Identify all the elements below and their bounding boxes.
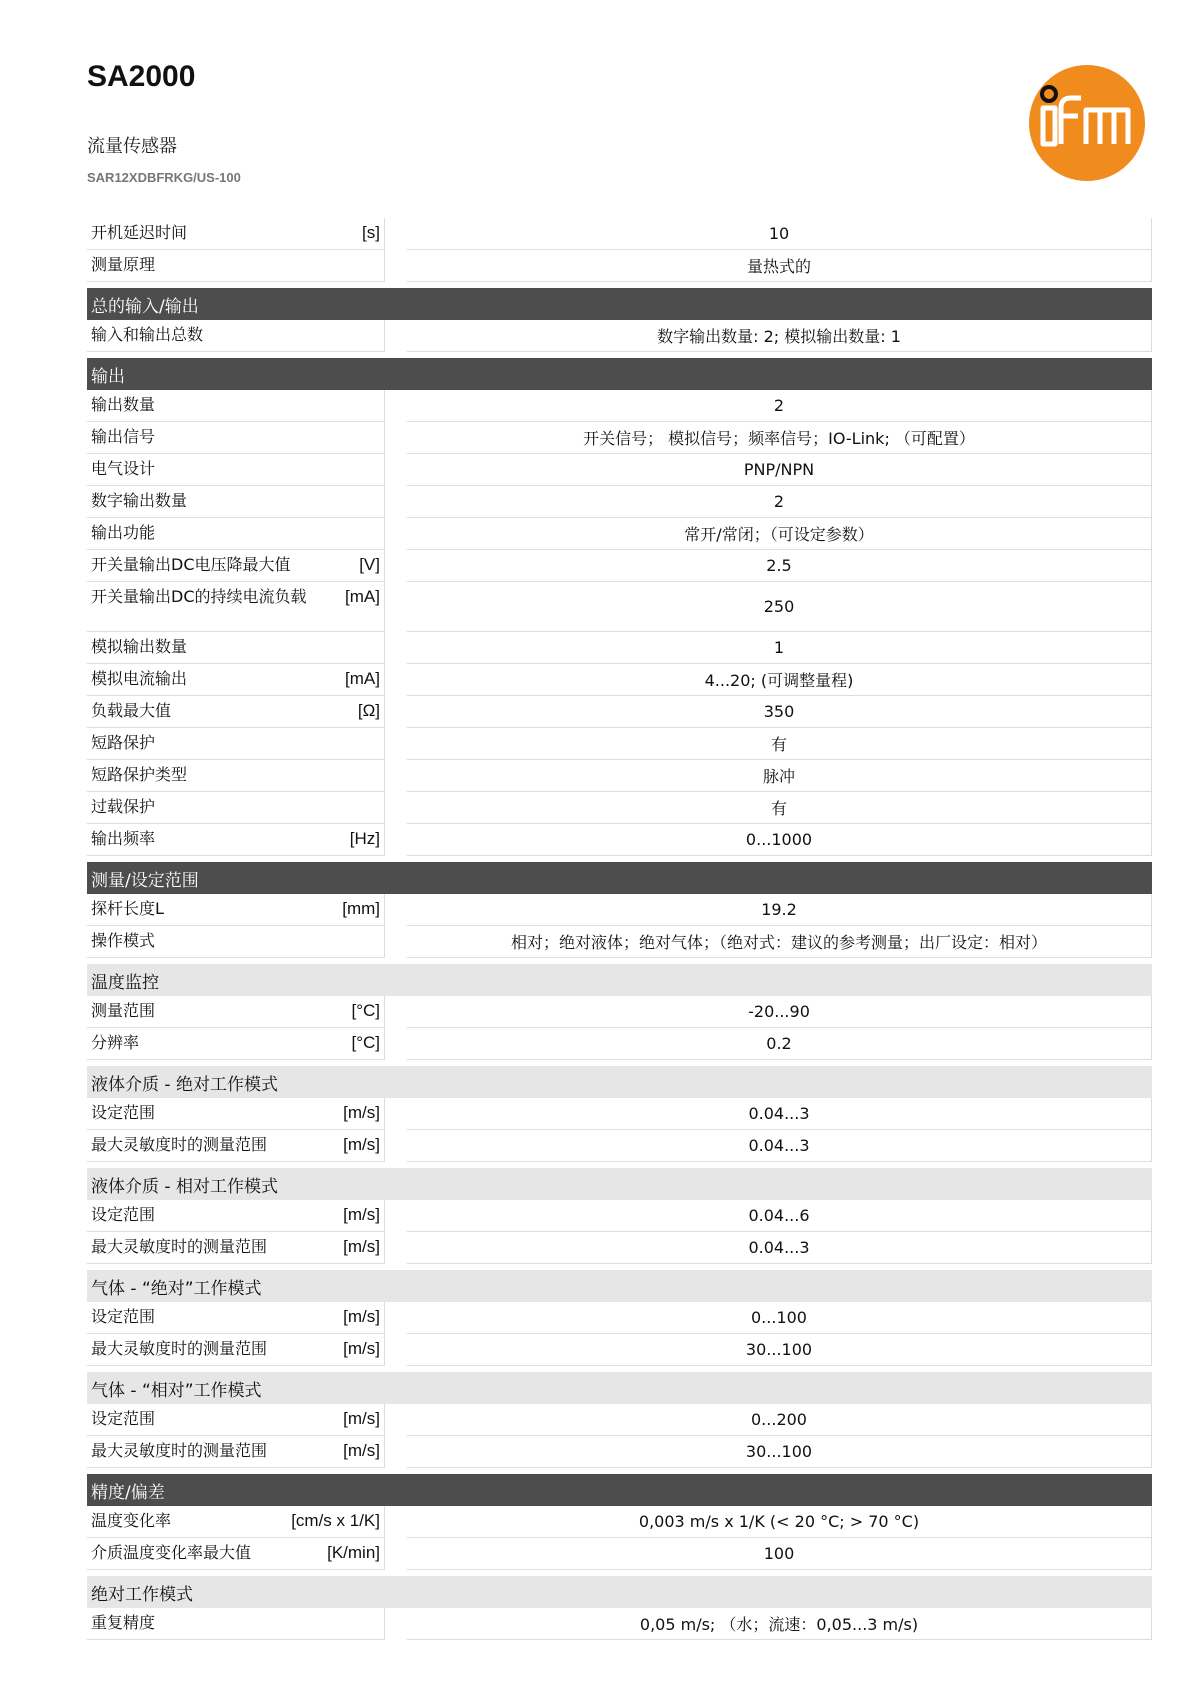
row-unit: [mA] <box>345 587 380 606</box>
row-label: 输出信号 <box>91 427 156 446</box>
table-row <box>87 632 1152 664</box>
row-unit: [Hz] <box>349 829 380 848</box>
row-label: 重复精度 <box>91 1613 156 1632</box>
table-row <box>87 250 1152 282</box>
row-unit: [°C] <box>351 1001 380 1020</box>
section-header-output: 输出 <box>87 358 1152 390</box>
row-unit: [cm/s x 1/K] <box>291 1511 380 1530</box>
table-row <box>87 550 1152 582</box>
table-row <box>87 1130 1152 1162</box>
row-unit: [mm] <box>342 899 380 918</box>
subsection-header-temperature: 温度监控 <box>87 964 1152 996</box>
row-value: 19.2 <box>407 894 1152 926</box>
row-unit: [°C] <box>351 1033 380 1052</box>
row-value: 0.2 <box>407 1028 1152 1060</box>
row-label: 测量范围 <box>91 1001 156 1020</box>
row-label: 设定范围 <box>91 1409 156 1428</box>
row-label: 最大灵敏度时的测量范围 <box>91 1135 268 1154</box>
subsection-header-gas-absolute: 气体 - “绝对”工作模式 <box>87 1270 1152 1302</box>
row-label: 短路保护类型 <box>91 765 188 784</box>
row-value: 有 <box>407 792 1152 824</box>
row-unit: [m/s] <box>343 1339 380 1358</box>
table-row <box>87 582 1152 632</box>
row-value: 开关信号； 模拟信号；频率信号；IO-Link; （可配置） <box>407 422 1152 454</box>
row-label: 温度变化率 <box>91 1511 172 1530</box>
table-row <box>87 218 1152 250</box>
table-row <box>87 1436 1152 1468</box>
table-row <box>87 996 1152 1028</box>
row-value: 0...100 <box>407 1302 1152 1334</box>
product-subtitle: 流量传感器 <box>87 136 177 157</box>
row-unit: [m/s] <box>343 1441 380 1460</box>
row-label: 设定范围 <box>91 1103 156 1122</box>
row-value: 0,05 m/s; （水；流速：0,05...3 m/s) <box>407 1608 1152 1640</box>
table-row <box>87 422 1152 454</box>
row-value: 4...20; (可调整量程) <box>407 664 1152 696</box>
row-label: 短路保护 <box>91 733 156 752</box>
row-unit: [V] <box>359 555 380 574</box>
row-label: 开关量输出DC电压降最大值 <box>91 555 291 574</box>
row-label: 最大灵敏度时的测量范围 <box>91 1237 268 1256</box>
table-row <box>87 1334 1152 1366</box>
row-value: 1 <box>407 632 1152 664</box>
row-label: 过载保护 <box>91 797 156 816</box>
table-row <box>87 792 1152 824</box>
row-value: 350 <box>407 696 1152 728</box>
row-value: 有 <box>407 728 1152 760</box>
table-row <box>87 926 1152 958</box>
row-label: 介质温度变化率最大值 <box>91 1543 252 1562</box>
row-unit: [m/s] <box>343 1237 380 1256</box>
row-value: 30...100 <box>407 1436 1152 1468</box>
row-label: 输入和输出总数 <box>91 325 204 344</box>
spec-table <box>87 218 1152 1640</box>
row-label: 负载最大值 <box>91 701 172 720</box>
row-unit: [K/min] <box>327 1543 380 1562</box>
row-value: 量热式的 <box>407 250 1152 282</box>
product-title: SA2000 <box>87 60 196 93</box>
table-row <box>87 728 1152 760</box>
row-value: 常开/常闭；（可设定参数） <box>407 518 1152 550</box>
table-row <box>87 518 1152 550</box>
product-code: SAR12XDBFRKG/US-100 <box>87 170 241 185</box>
row-unit: [m/s] <box>343 1205 380 1224</box>
table-row <box>87 390 1152 422</box>
row-unit: [m/s] <box>343 1103 380 1122</box>
subsection-header-absolute-mode: 绝对工作模式 <box>87 1576 1152 1608</box>
row-unit: [m/s] <box>343 1135 380 1154</box>
table-row <box>87 1232 1152 1264</box>
table-row <box>87 1028 1152 1060</box>
section-header-accuracy: 精度/偏差 <box>87 1474 1152 1506</box>
row-unit: [m/s] <box>343 1409 380 1428</box>
table-row <box>87 664 1152 696</box>
row-label: 输出频率 <box>91 829 156 848</box>
row-value: 100 <box>407 1538 1152 1570</box>
table-row <box>87 1538 1152 1570</box>
row-value: 10 <box>407 218 1152 250</box>
table-row <box>87 760 1152 792</box>
row-label: 测量原理 <box>91 255 156 274</box>
row-unit: [s] <box>362 223 380 242</box>
row-label: 开关量输出DC的持续电流负载 <box>91 587 307 606</box>
row-label: 探杆长度L <box>91 899 164 918</box>
row-value: 0.04...6 <box>407 1200 1152 1232</box>
row-label: 设定范围 <box>91 1307 156 1326</box>
row-label: 模拟电流输出 <box>91 669 188 688</box>
row-label: 模拟输出数量 <box>91 637 188 656</box>
table-row <box>87 1098 1152 1130</box>
row-value: 数字输出数量: 2; 模拟输出数量: 1 <box>407 320 1152 352</box>
table-row <box>87 894 1152 926</box>
document-header <box>87 60 241 185</box>
row-value: 2.5 <box>407 550 1152 582</box>
subsection-header-liquid-relative: 液体介质 - 相对工作模式 <box>87 1168 1152 1200</box>
table-row <box>87 486 1152 518</box>
row-label: 设定范围 <box>91 1205 156 1224</box>
row-label: 输出功能 <box>91 523 156 542</box>
row-label: 最大灵敏度时的测量范围 <box>91 1441 268 1460</box>
table-row <box>87 696 1152 728</box>
row-value: 0...200 <box>407 1404 1152 1436</box>
table-row <box>87 1608 1152 1640</box>
section-header-io: 总的输入/输出 <box>87 288 1152 320</box>
row-unit: [m/s] <box>343 1307 380 1326</box>
row-unit: [Ω] <box>357 701 380 720</box>
row-unit: [mA] <box>345 669 380 688</box>
row-value: 30...100 <box>407 1334 1152 1366</box>
section-header-range: 测量/设定范围 <box>87 862 1152 894</box>
table-row <box>87 824 1152 856</box>
table-row <box>87 454 1152 486</box>
row-label: 最大灵敏度时的测量范围 <box>91 1339 268 1358</box>
row-label: 开机延迟时间 <box>91 223 188 242</box>
row-label: 输出数量 <box>91 395 156 414</box>
row-value: 相对；绝对液体；绝对气体；（绝对式：建议的参考测量；出厂设定：相对） <box>407 926 1152 958</box>
row-value: 250 <box>407 582 1152 632</box>
row-value: 脉冲 <box>407 760 1152 792</box>
row-label: 分辨率 <box>91 1033 140 1052</box>
row-value: 2 <box>407 486 1152 518</box>
ifm-logo-icon <box>1028 64 1146 182</box>
row-value: 2 <box>407 390 1152 422</box>
row-value: 0.04...3 <box>407 1232 1152 1264</box>
row-value: 0...1000 <box>407 824 1152 856</box>
subsection-header-liquid-absolute: 液体介质 - 绝对工作模式 <box>87 1066 1152 1098</box>
row-value: 0.04...3 <box>407 1130 1152 1162</box>
table-row <box>87 1200 1152 1232</box>
row-value: -20...90 <box>407 996 1152 1028</box>
row-value: PNP/NPN <box>407 454 1152 486</box>
row-value: 0.04...3 <box>407 1098 1152 1130</box>
table-row <box>87 320 1152 352</box>
table-row <box>87 1302 1152 1334</box>
table-row <box>87 1506 1152 1538</box>
table-row <box>87 1404 1152 1436</box>
row-value: 0,003 m/s x 1/K (< 20 °C; > 70 °C) <box>407 1506 1152 1538</box>
row-label: 电气设计 <box>91 459 156 478</box>
row-label: 数字输出数量 <box>91 491 188 510</box>
row-label: 操作模式 <box>91 931 156 950</box>
subsection-header-gas-relative: 气体 - “相对”工作模式 <box>87 1372 1152 1404</box>
